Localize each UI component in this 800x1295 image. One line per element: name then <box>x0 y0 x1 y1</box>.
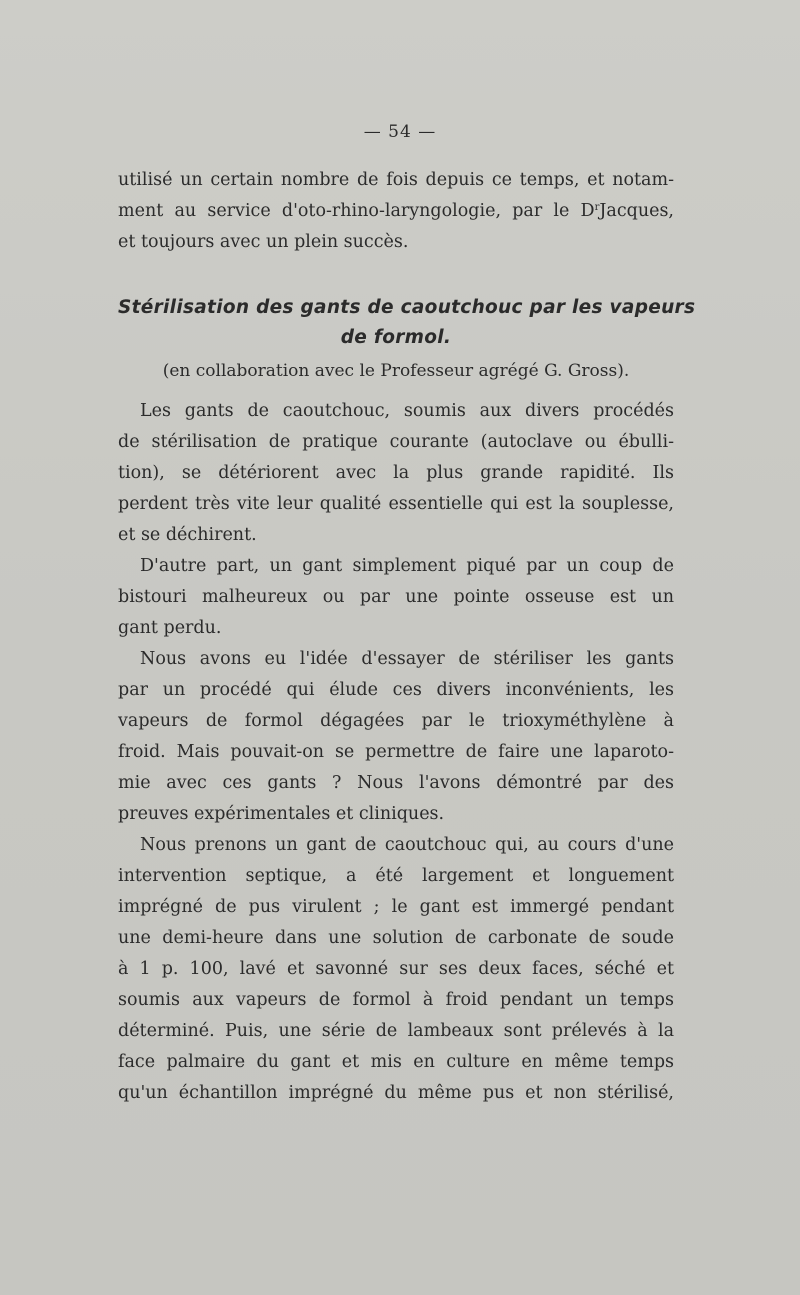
section-title-line: de formol. <box>340 327 452 348</box>
paragraph <box>118 551 674 644</box>
text-line: utilisé un certain nombre de fois depuis ce temps, et notam- <box>118 170 674 190</box>
paragraph <box>118 830 674 1109</box>
text-line: Les gants de caoutchouc, soumis aux divers procédés <box>140 401 674 421</box>
collaboration-note: (en collaboration avec le Professeur agrégé G. Gross). <box>162 361 630 381</box>
text-line: tion), se détériorent avec la plus grande rapidité. Ils <box>118 463 674 483</box>
text-line: perdent très vite leur qualité essentielle qui est la souplesse, <box>118 494 674 514</box>
text-line: imprégné de pus virulent ; le gant est immergé pendant <box>118 897 674 917</box>
text-line: Nous avons eu l'idée d'essayer de stériliser les gants <box>140 649 674 669</box>
text-line: par un procédé qui élude ces divers inconvénients, les <box>118 680 674 700</box>
text-fragment: ment au service d'oto-rhino-laryngologie, par le D <box>118 201 595 221</box>
top-paragraph <box>118 165 674 258</box>
text-line: gant perdu. <box>118 618 222 638</box>
superscript: r <box>594 202 600 213</box>
text-fragment: Jacques, <box>599 201 674 221</box>
section-title-line: Stérilisation des gants de caoutchouc par les vapeurs <box>118 297 696 318</box>
text-line: Nous prenons un gant de caoutchouc qui, au cours d'une <box>140 835 674 855</box>
text-line: soumis aux vapeurs de formol à froid pendant un temps <box>118 990 674 1010</box>
paragraph <box>118 644 674 830</box>
text-line: vapeurs de formol dégagées par le trioxyméthylène à <box>118 711 674 731</box>
text-line: mie avec ces gants ? Nous l'avons démontré par des <box>118 773 674 793</box>
text-line: froid. Mais pouvait-on se permettre de faire une laparoto- <box>118 742 674 762</box>
paragraph <box>118 396 674 551</box>
text-line: à 1 p. 100, lavé et savonné sur ses deux faces, séché et <box>118 959 674 979</box>
text-line: qu'un échantillon imprégné du même pus et non stérilisé, <box>118 1083 674 1103</box>
text-line: bistouri malheureux ou par une pointe osseuse est un <box>118 587 674 607</box>
text-line <box>118 196 674 227</box>
page-number: — 54 — <box>363 122 437 142</box>
text-line: face palmaire du gant et mis en culture en même temps <box>118 1052 674 1072</box>
text-line: et se déchirent. <box>118 525 257 545</box>
text-line: de stérilisation de pratique courante (autoclave ou ébulli- <box>118 432 674 452</box>
text-line: D'autre part, un gant simplement piqué par un coup de <box>140 556 674 576</box>
text-line: déterminé. Puis, une série de lambeaux sont prélevés à la <box>118 1021 674 1041</box>
section-title <box>118 293 696 353</box>
text-line: et toujours avec un plein succès. <box>118 232 409 252</box>
text-line: intervention septique, a été largement et longuement <box>118 866 674 886</box>
text-line: une demi-heure dans une solution de carbonate de soude <box>118 928 674 948</box>
text-line: preuves expérimentales et cliniques. <box>118 804 445 824</box>
